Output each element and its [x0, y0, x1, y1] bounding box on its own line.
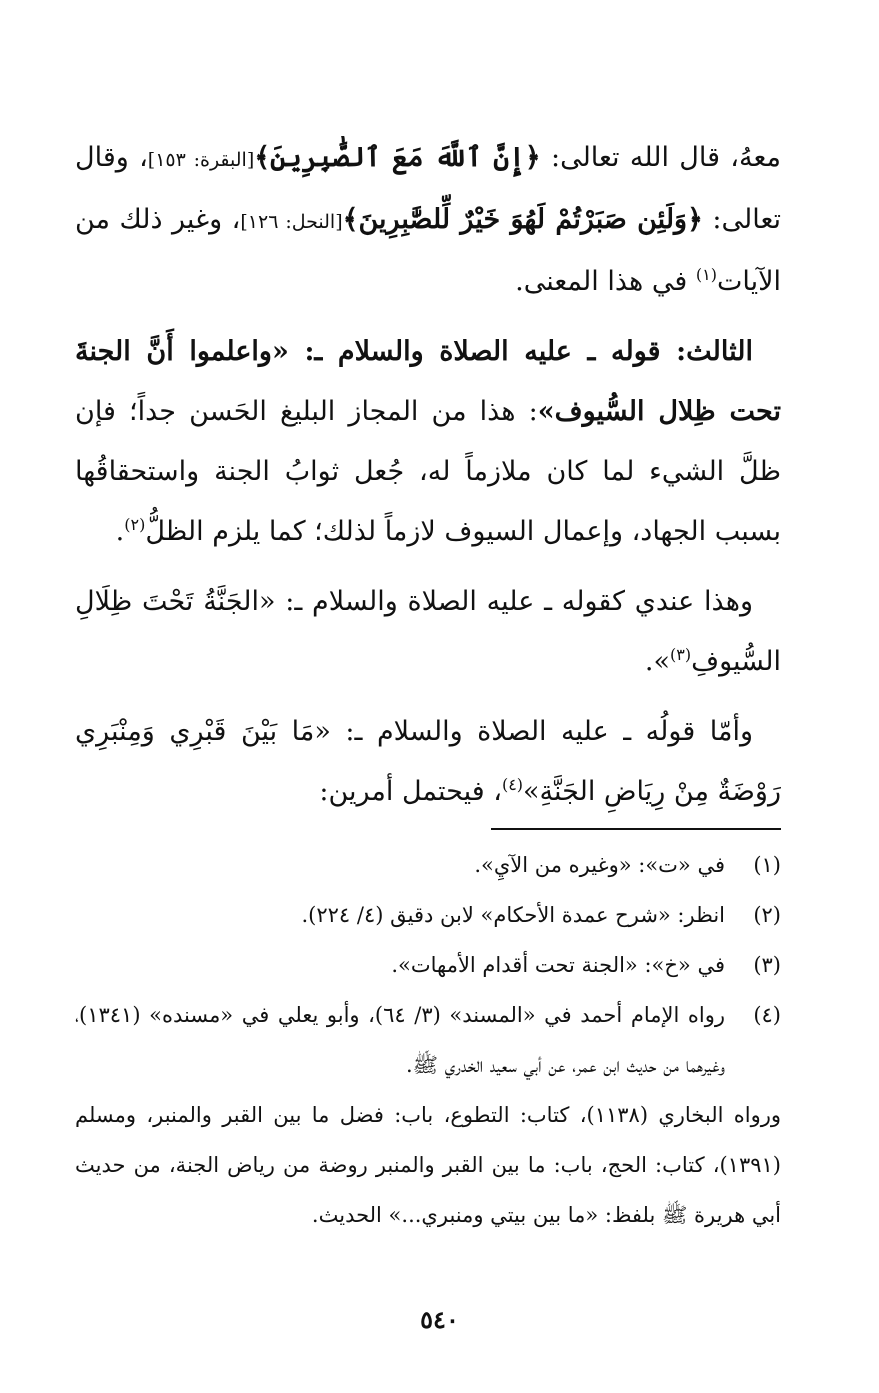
footnote-divider	[491, 828, 781, 830]
quran-verse: ﴿إِنَّ ٱللَّهَ مَعَ ٱلصَّٰبِرِينَ﴾	[254, 142, 541, 173]
footnote-1	[75, 840, 781, 890]
paragraph-3	[75, 572, 781, 692]
text-run: معهُ، قال الله تعالى:	[540, 142, 781, 173]
text-run: وهذا عندي كقوله ـ عليه الصلاة والسلام ـ: «الجَنَّةُ تَحْتَ ظِلَالِ السُّيوفِ	[75, 586, 781, 677]
text-run: ، فيحتمل أمرين:	[319, 776, 502, 807]
footnote-3	[75, 940, 781, 990]
page-number: ٥٤٠	[420, 1305, 459, 1334]
text-run: ».	[644, 646, 670, 677]
footnote-text: رواه الإمام أحمد في «المسند» (٣/ ٦٤)، وأبو يعلي في «مسنده» (١٣٤١)، وغيرهما من حديث ابن عمر، عن أبي سعيد الخدري ﷺ.	[75, 1003, 725, 1077]
text-run: ، وغير ذلك من الآيات	[75, 204, 781, 297]
section-heading: الثالث: قوله ـ عليه الصلاة والسلام ـ: «واعلموا أَنَّ الجنةَ تحت ظِلال السُّيوف»	[75, 336, 781, 427]
verse-reference: [البقرة: ١٥٣]	[147, 149, 255, 171]
paragraph-1	[75, 128, 781, 312]
footnote-4	[75, 990, 781, 1090]
footnote-number: (١)	[753, 853, 781, 877]
footnotes	[75, 840, 781, 1240]
footnote-text: انظر: «شرح عمدة الأحكام» لابن دقيق (٤/ ٢٢٤).	[301, 903, 725, 927]
verse-reference: [النحل: ١٢٦]	[240, 211, 343, 233]
text-run: .	[115, 516, 125, 547]
footnote-4-continuation: ورواه البخاري (١١٣٨)، كتاب: التطوع، باب: فضل ما بين القبر والمنبر، ومسلم (١٣٩١)، كتاب: الحج، باب: ما بين القبر والمنبر روضة من رياض الجنة، من حديث أبي هريرة ﷺ بلفظ: «ما بين بيتي ومنبري...» الحديث.	[75, 1103, 781, 1227]
text-run: : هذا من المجاز البليغ الحَسن جداً؛ فإن ظلَّ الشيء لما كان ملازماً له، جُعل ثوابُ الجنة واستحقاقُها بسبب الجهاد، وإعمال السيوف لازماً لذلك؛ كما يلزم الظلُّ	[75, 396, 781, 547]
footnote-number: (٤)	[753, 1003, 781, 1027]
footnote-number: (٣)	[753, 953, 781, 977]
footnote-marker: (٢)	[124, 515, 146, 534]
footnote-marker: (٣)	[670, 645, 692, 664]
footnote-number: (٢)	[753, 903, 781, 927]
footnote-text: في «خ»: «الجنة تحت أقدام الأمهات».	[391, 953, 725, 977]
text-run: ، وقال تعالى:	[75, 142, 781, 235]
footnote-marker: (١)	[695, 265, 717, 284]
paragraph-4	[75, 702, 781, 822]
text-run: وأمّا قولُه ـ عليه الصلاة والسلام ـ: «مَا بَيْنَ قَبْرِي وَمِنْبَرِي رَوْضَةٌ مِنْ رِيَاضِ الجَنَّةِ»	[75, 716, 781, 807]
text-run: في هذا المعنى.	[515, 266, 696, 297]
footnote-marker: (٤)	[501, 775, 524, 794]
paragraph-2	[75, 322, 781, 562]
quran-verse: ﴿وَلَئِن صَبَرْتُمْ لَهُوَ خَيْرٌ لِّلصَّٰبِرِينَ﴾	[342, 204, 703, 235]
footnote-text: في «ت»: «وغيره من الآيِ».	[474, 853, 725, 877]
main-text	[75, 128, 781, 832]
footnote-2	[75, 890, 781, 940]
